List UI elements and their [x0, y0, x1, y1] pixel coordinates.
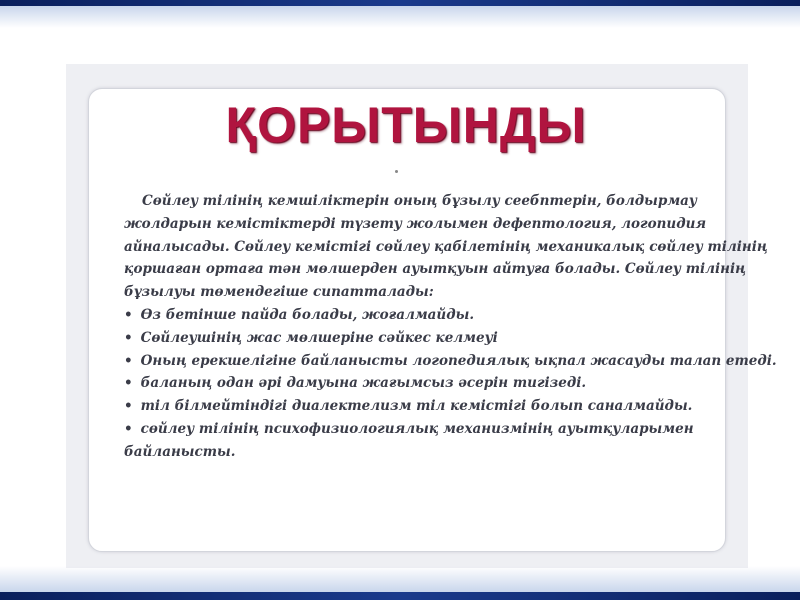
bottom-frame-fade: [0, 566, 800, 592]
conclusion-text: [124, 190, 777, 464]
bullet-marker: •: [124, 375, 133, 392]
paragraph-line: қоршаған ортаға тән мөлшерден ауытқуын айтуға болады. Сөйлеу тілінің: [124, 261, 746, 278]
bullet-text: Оның ерекшелігіне байланысты логопедиялық ықпал жасауды талап етеді.: [140, 352, 777, 369]
paragraph-line: Сөйлеу тілінің кемшіліктерін оның бұзылу сеебптерін, болдырмау: [142, 193, 698, 209]
bullet-marker: •: [124, 420, 133, 437]
bullet-item: [124, 372, 724, 395]
bullet-marker: •: [124, 306, 133, 323]
bottom-frame-bar: [0, 592, 800, 600]
top-frame-fade: [0, 6, 800, 28]
bullet-marker: •: [124, 352, 133, 369]
bullet-marker: •: [124, 398, 133, 415]
stray-dot: [395, 170, 398, 173]
bullet-item: [124, 304, 724, 327]
bullet-text: Сөйлеушінің жас мөлшеріне сәйкес келмеуі: [140, 329, 498, 346]
paragraph-line: айналысады. Сөйлеу кемістігі сөйлеу қабілетінің механикалық сөйлеу тілінің: [124, 238, 768, 255]
bullet-text: сөйлеу тілінің психофизиологиялық механизмінің ауытқуларымен: [140, 420, 694, 437]
bullet-text: тіл білмейтіндігі диалектелизм тіл кемістігі болып саналмайды.: [140, 398, 693, 415]
bullet-marker: •: [124, 329, 133, 346]
bullet-item: [124, 327, 724, 350]
bullet-text: Өз бетінше пайда болады, жоғалмайды.: [140, 306, 475, 323]
bullet-item: [124, 350, 777, 373]
final-line: байланысты.: [124, 443, 236, 460]
paragraph-line: жолдарын кемістіктерді түзету жолымен дефептология, логопидия: [124, 215, 707, 232]
paragraph-line: бұзылуы төмендегіше сипатталады:: [124, 284, 434, 301]
slide-title: ҚОРЫТЫНДЫ: [225, 97, 587, 153]
bullet-item: [124, 395, 724, 418]
bullet-text: баланың одан әрі дамуына жағымсыз әсерін тигізеді.: [140, 375, 587, 392]
bullet-item: [124, 418, 724, 441]
